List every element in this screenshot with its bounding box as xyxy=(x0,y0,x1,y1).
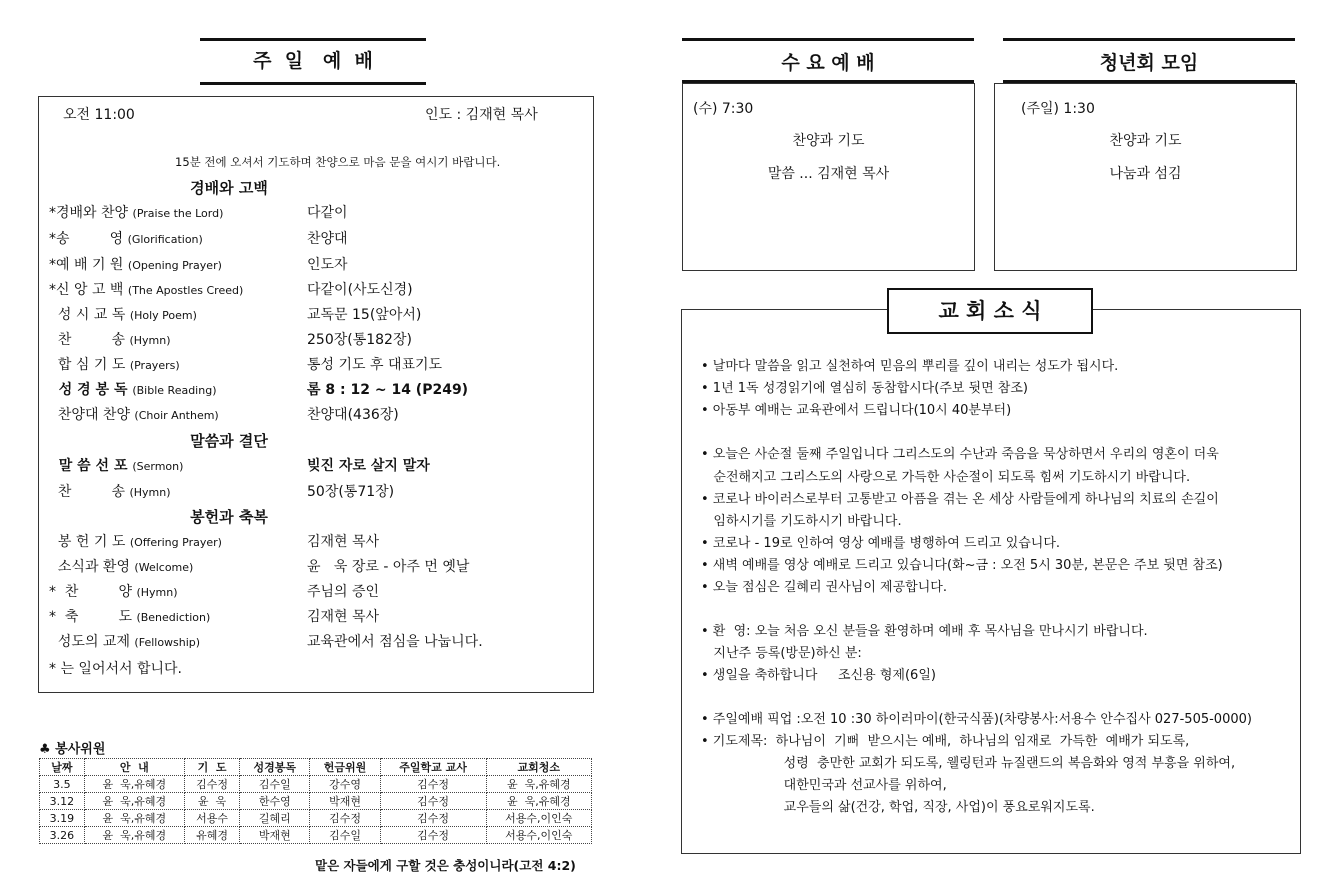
duty-cell: 유혜경 xyxy=(184,827,239,844)
order-item-value: 김재현 목사 xyxy=(307,609,380,625)
duty-header-cell: 날짜 xyxy=(40,759,85,776)
order-item-value: 250장(통182장) xyxy=(307,332,412,348)
order-item xyxy=(49,304,422,324)
duty-cell: 3.5 xyxy=(40,776,85,793)
sunday-time: 오전 11:00 xyxy=(63,107,135,123)
duty-cell: 한수영 xyxy=(240,793,310,810)
order-item-value: 빚진 자로 살지 말자 xyxy=(307,458,430,474)
order-item-english: (Bible Reading) xyxy=(132,384,217,397)
duty-cell: 서용수,이인숙 xyxy=(486,810,591,827)
order-item-value: 찬양대(436장) xyxy=(307,407,399,423)
sunday-title-bottom-rule xyxy=(200,82,426,85)
order-item xyxy=(49,531,380,551)
duty-cell: 김수정 xyxy=(380,793,486,810)
duty-cell: 김수정 xyxy=(380,776,486,793)
duty-cell: 김수정 xyxy=(380,827,486,844)
order-item-name: 봉 헌 기 도 xyxy=(49,534,130,550)
order-item xyxy=(49,481,395,501)
duty-header-cell: 안 내 xyxy=(84,759,184,776)
youth-box xyxy=(994,83,1297,271)
order-item xyxy=(49,455,430,475)
order-item-english: (Offering Prayer) xyxy=(129,536,222,549)
duty-header-cell: 헌금위원 xyxy=(310,759,380,776)
order-item xyxy=(49,228,348,248)
duty-cell: 윤 욱,유혜경 xyxy=(84,776,184,793)
order-item-english: (Prayers) xyxy=(129,359,180,372)
section-word-decision: 말씀과 결단 xyxy=(190,432,268,450)
order-item-english: (Fellowship) xyxy=(134,636,201,649)
wednesday-line2: 말씀 ... 김재현 목사 xyxy=(767,166,890,182)
sunday-notice: 15분 전에 오셔서 기도하며 찬양으로 마음 문을 여시기 바랍니다. xyxy=(175,155,501,169)
duty-row xyxy=(40,776,592,793)
news-title: 교 회 소 식 xyxy=(938,299,1042,323)
order-item-name: *예 배 기 원 xyxy=(49,257,128,273)
order-item-english: (Welcome) xyxy=(134,561,194,574)
order-item-value: 찬양대 xyxy=(307,231,348,247)
order-item-name: * 찬 양 xyxy=(49,584,137,600)
order-item-english: (Glorification) xyxy=(127,233,203,246)
youth-title-top-rule xyxy=(1003,38,1295,41)
duty-cell: 길혜리 xyxy=(240,810,310,827)
duty-cell: 윤 욱,유혜경 xyxy=(84,810,184,827)
duty-cell: 윤 욱 xyxy=(184,793,239,810)
duty-row xyxy=(40,810,592,827)
order-item-value: 롬 8 : 12 ~ 14 (P249) xyxy=(307,382,469,398)
duty-cell: 박재현 xyxy=(310,793,380,810)
order-item-name: 성도의 교제 xyxy=(49,634,135,650)
order-item-value: 교육관에서 점심을 나눕니다. xyxy=(307,634,483,650)
order-item-english: (Choir Anthem) xyxy=(134,409,219,422)
youth-time: (주일) 1:30 xyxy=(1021,101,1095,117)
youth-title: 청년회 모임 xyxy=(1099,52,1199,74)
sunday-order-box xyxy=(38,96,594,693)
youth-line2: 나눔과 섬김 xyxy=(1109,166,1182,182)
duty-table xyxy=(39,758,592,844)
standing-footnote: * 는 일어서서 합니다. xyxy=(49,661,182,677)
news-line: • 새벽 예배를 영상 예배로 드리고 있습니다(화~금 : 오전 5시 30분, 본문은 주보 뒷면 참조) xyxy=(701,558,1223,573)
duty-cell: 3.26 xyxy=(40,827,85,844)
order-item-english: (Holy Poem) xyxy=(129,309,197,322)
news-line: • 코로나 - 19로 인하여 영상 예배를 병행하여 드리고 있습니다. xyxy=(701,536,1061,551)
news-line: 대한민국과 선교사를 위하여, xyxy=(701,778,947,793)
duty-cell: 서용수,이인숙 xyxy=(486,827,591,844)
news-line: 교우들의 삶(건강, 학업, 직장, 사업)이 풍요로워지도록. xyxy=(701,800,1095,815)
order-item-name: *신 앙 고 백 xyxy=(49,282,128,298)
order-item-english: (Hymn) xyxy=(129,486,171,499)
order-item-name: 성 시 교 독 xyxy=(49,307,130,323)
order-item-name: 찬 송 xyxy=(49,332,130,348)
sunday-title: 주 일 예 배 xyxy=(253,50,373,72)
duty-header-cell: 성경봉독 xyxy=(240,759,310,776)
order-item-name: 찬양대 찬양 xyxy=(49,407,135,423)
news-line: • 오늘 점심은 길혜리 권사님이 제공합니다. xyxy=(701,580,947,595)
news-line: • 1년 1독 성경읽기에 열심히 동참합시다(주보 뒷면 참조) xyxy=(701,381,1028,396)
wednesday-title: 수 요 예 배 xyxy=(781,52,875,74)
order-item xyxy=(49,254,348,274)
duty-header-cell: 기 도 xyxy=(184,759,239,776)
order-item-value: 교독문 15(앞아서) xyxy=(307,307,422,323)
section-offering-blessing: 봉헌과 축복 xyxy=(190,508,268,526)
order-item-value: 통성 기도 후 대표기도 xyxy=(307,357,443,373)
duty-header-cell: 주일학교 교사 xyxy=(380,759,486,776)
order-item xyxy=(49,329,412,349)
order-item-name: *경배와 찬양 xyxy=(49,205,133,221)
order-item-english: (Hymn) xyxy=(136,586,178,599)
news-line: 임하시기를 기도하시기 바랍니다. xyxy=(701,514,902,529)
order-item-english: (Opening Prayer) xyxy=(127,259,222,272)
youth-line1: 찬양과 기도 xyxy=(1109,133,1182,149)
order-item xyxy=(49,581,380,601)
news-line: 순전해지고 그리스도의 사랑으로 가득한 사순절이 되도록 힘써 기도하시기 바랍니다. xyxy=(701,470,1191,485)
order-item-english: (Hymn) xyxy=(129,334,171,347)
order-item-value: 윤 욱 장로 - 아주 먼 옛날 xyxy=(307,559,470,575)
duty-cell: 윤 욱,유혜경 xyxy=(486,776,591,793)
order-item-english: (Benediction) xyxy=(136,611,211,624)
duty-verse: 맡은 자들에게 구할 것은 충성이니라(고전 4:2) xyxy=(315,858,576,873)
wednesday-title-top-rule xyxy=(682,38,974,41)
wednesday-line1: 찬양과 기도 xyxy=(792,133,865,149)
order-item-english: (Praise the Lord) xyxy=(132,207,224,220)
sunday-title-top-rule xyxy=(200,38,426,41)
order-item-name: 찬 송 xyxy=(49,484,130,500)
sunday-leader: 인도 : 김재현 목사 xyxy=(425,107,538,123)
news-line: • 날마다 말씀을 읽고 실천하여 믿음의 뿌리를 깊이 내리는 성도가 됩시다. xyxy=(701,359,1119,374)
duty-cell: 김수정 xyxy=(380,810,486,827)
duty-cell: 윤 욱,유혜경 xyxy=(84,793,184,810)
duty-cell: 서용수 xyxy=(184,810,239,827)
order-item-name: * 축 도 xyxy=(49,609,137,625)
duty-cell: 박재현 xyxy=(240,827,310,844)
duty-row xyxy=(40,793,592,810)
duty-cell: 강수영 xyxy=(310,776,380,793)
order-item xyxy=(49,606,380,626)
news-line: 성령 충만한 교회가 되도록, 웰링턴과 뉴질랜드의 복음화와 영적 부흥을 위하여, xyxy=(701,756,1236,771)
order-item xyxy=(49,279,413,299)
news-line: • 코로나 바이러스로부터 고통받고 아픔을 겪는 온 세상 사람들에게 하나님의 치료의 손길이 xyxy=(701,492,1219,507)
duty-cell: 김수정 xyxy=(310,810,380,827)
order-item-english: (The Apostles Creed) xyxy=(127,284,244,297)
news-line: • 오늘은 사순절 둘째 주일입니다 그리스도의 수난과 죽음을 묵상하면서 우리의 영혼이 더욱 xyxy=(701,447,1219,462)
order-item-value: 다같이 xyxy=(307,205,348,221)
order-item-name: 성 경 봉 독 xyxy=(49,382,133,398)
order-item xyxy=(49,404,399,424)
section-worship-confession: 경배와 고백 xyxy=(190,179,268,197)
news-line: 지난주 등록(방문)하신 분: xyxy=(701,646,862,661)
order-item xyxy=(49,556,470,576)
order-item-value: 인도자 xyxy=(307,257,348,273)
news-line: • 아동부 예배는 교육관에서 드립니다(10시 40분부터) xyxy=(701,403,1012,418)
order-item-name: 소식과 환영 xyxy=(49,559,135,575)
order-item-value: 50장(통71장) xyxy=(307,484,395,500)
duty-cell: 김수일 xyxy=(240,776,310,793)
duty-cell: 김수정 xyxy=(184,776,239,793)
order-item-value: 주님의 증인 xyxy=(307,584,380,600)
wednesday-box xyxy=(682,83,975,271)
order-item-name: *송 영 xyxy=(49,231,128,247)
news-line: • 기도제목: 하나님이 기뻐 받으시는 예배, 하나님의 임재로 가득한 예배가 되도록, xyxy=(701,734,1190,749)
duty-cell: 3.12 xyxy=(40,793,85,810)
order-item xyxy=(49,202,348,222)
duty-cell: 김수일 xyxy=(310,827,380,844)
order-item-name: 말 씀 선 포 xyxy=(49,458,133,474)
order-item xyxy=(49,354,443,374)
news-list xyxy=(681,309,1301,854)
order-item-english: (Sermon) xyxy=(132,460,184,473)
duty-header-cell: 교회청소 xyxy=(486,759,591,776)
order-item-name: 합 심 기 도 xyxy=(49,357,130,373)
order-item-value: 다같이(사도신경) xyxy=(307,282,413,298)
duty-cell: 3.19 xyxy=(40,810,85,827)
duty-row xyxy=(40,827,592,844)
order-item xyxy=(49,379,469,399)
duty-title: ♣ 봉사위원 xyxy=(39,742,106,757)
order-item-value: 김재현 목사 xyxy=(307,534,380,550)
duty-cell: 윤 욱,유혜경 xyxy=(486,793,591,810)
wednesday-time: (수) 7:30 xyxy=(693,101,754,117)
order-item xyxy=(49,631,483,651)
news-line: • 주일예배 픽업 :오전 10 :30 하이러마이(한국식품)(차량봉사:서용수 안수집사 027-505-0000) xyxy=(701,712,1252,727)
duty-cell: 윤 욱,유혜경 xyxy=(84,827,184,844)
news-line: • 환 영: 오늘 처음 오신 분들을 환영하며 예배 후 목사님을 만나시기 바랍니다. xyxy=(701,624,1148,639)
news-line: • 생일을 축하합니다 조신용 형제(6일) xyxy=(701,668,936,683)
